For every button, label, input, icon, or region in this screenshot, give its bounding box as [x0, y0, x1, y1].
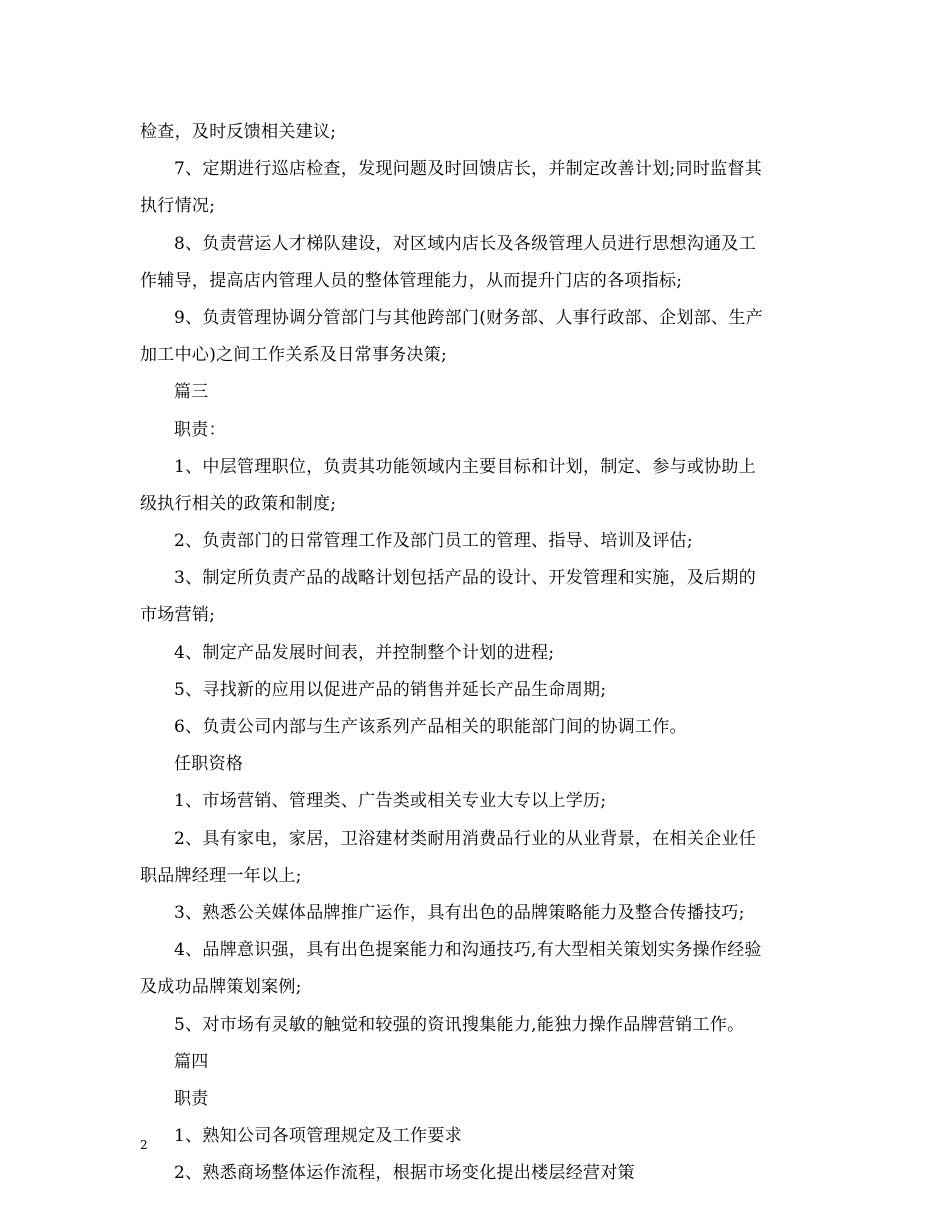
- text-line: 及成功品牌策划案例;: [140, 977, 302, 998]
- text-line: 7、定期进行巡店检查，发现问题及时回馈店长，并制定改善计划;同时监督其: [174, 159, 763, 180]
- subsection-heading: 职责: [174, 1088, 209, 1109]
- text-line: 8、负责营运人才梯队建设，对区域内店长及各级管理人员进行思想沟通及工: [174, 233, 757, 254]
- text-line: 1、熟知公司各项管理规定及工作要求: [174, 1126, 462, 1147]
- subsection-heading: 任职资格: [174, 754, 244, 775]
- text-line: 3、熟悉公关媒体品牌推广运作，具有出色的品牌策略能力及整合传播技巧;: [174, 902, 745, 923]
- text-line: 2、负责部门的日常管理工作及部门员工的管理、指导、培训及评估;: [174, 531, 693, 552]
- text-line: 职品牌经理一年以上;: [140, 865, 302, 886]
- text-line: 检查，及时反馈相关建议;: [140, 122, 337, 142]
- subsection-heading: 职责：: [174, 419, 226, 440]
- text-line: 1、市场营销、管理类、广告类或相关专业大专以上学历;: [174, 791, 607, 812]
- text-line: 2、具有家电，家居，卫浴建材类耐用消费品行业的从业背景，在相关企业任: [174, 828, 757, 849]
- document-body: [140, 114, 812, 1192]
- text-line: 加工中心)之间工作关系及日常事务决策;: [140, 345, 448, 366]
- text-line: 1、中层管理职位，负责其功能领域内主要目标和计划，制定、参与或协助上: [174, 456, 757, 477]
- text-line: 9、负责管理协调分管部门与其他跨部门(财务部、人事行政部、企划部、生产: [174, 307, 763, 328]
- text-line: 5、寻找新的应用以促进产品的销售并延长产品生命周期;: [174, 679, 607, 700]
- text-line: 6、负责公司内部与生产该系列产品相关的职能部门间的协调工作。: [174, 717, 687, 737]
- page-number: 2: [140, 1138, 148, 1152]
- text-line: 市场营销;: [140, 605, 216, 626]
- section-heading: 篇四: [174, 1051, 209, 1072]
- text-line: 4、品牌意识强，具有出色提案能力和沟通技巧,有大型相关策划实务操作经验: [174, 940, 762, 961]
- text-line: 4、制定产品发展时间表，并控制整个计划的进程;: [174, 642, 555, 663]
- section-heading: 篇三: [174, 382, 209, 403]
- text-line: 级执行相关的政策和制度;: [140, 493, 337, 514]
- text-line: 执行情况;: [140, 196, 216, 217]
- text-line: 2、熟悉商场整体运作流程，根据市场变化提出楼层经营对策: [174, 1163, 635, 1184]
- text-line: 3、制定所负责产品的战略计划包括产品的设计、开发管理和实施，及后期的: [174, 568, 757, 589]
- text-line: 5、对市场有灵敏的触觉和较强的资讯搜集能力,能独力操作品牌营销工作。: [174, 1014, 745, 1035]
- text-line: 作辅导，提高店内管理人员的整体管理能力，从而提升门店的各项指标;: [140, 270, 683, 291]
